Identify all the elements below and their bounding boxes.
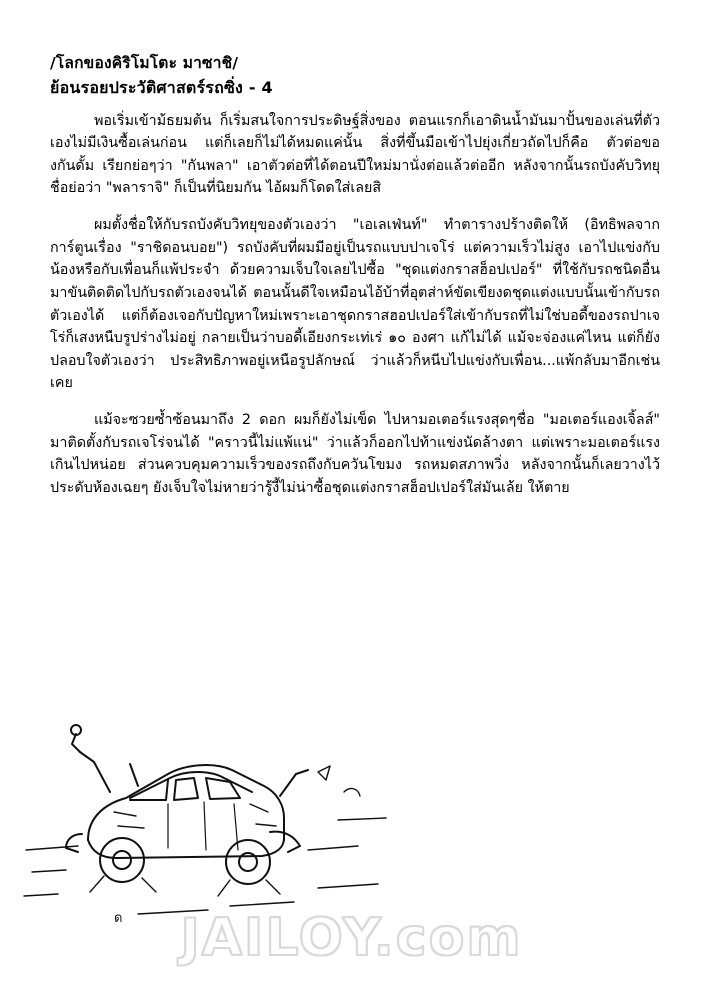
paragraph-text: ผมตั้งชื่อให้กับรถบังคับวิทยุของตัวเองว่า "เอเลเฟ่นท์" ทำตารางปร้างติดให้ (อิทธิพลจากการ์ตูนเรื่อง "ราชิดอนบอย") รถบังคับที่ผมมีอยู่เป็นรถแบบปาเจโร่ แต่ความเร็วไม่สูง เอาไปแข่งกับน้องหรือกับเพื่อนก็แพ้ประจำ ด้วยความเจ็บใจเลยไปซื้อ "ชุดแต่งกราสฮ็อปเปอร์" ที่ใช้กับรถชนิดอื่นมาขันติดติดไปกับรถตัวเองจนได้ ตอนนั้นดีใจเหมือนไอ้บ้าที่อุตส่าห์ขัดเขียงดชุดแต่งแบบนั้นเข้ากับรถตัวเองได้ แต่ก็ต้องเจอกับปัญหาใหม่เพราะเอาชุดกราสฮอปเปอร์ใส่เข้ากับรถที่ไม่ใช่บอดี้ของรถปาเจโร่ก็เสงหนืบรูปร่างไม่อยู่ กลายเป็นว่าบอดี้เอียงกระเท่เร่ ๑๐ องศา แก้ไม่ได้ แม้จะจ่องแค่ไหน แต่ก็ยังปลอบใจตัวเองว่า ประสิทธิภาพอยู่เหนือรูปลักษณ์ ว่าแล้วก็หนีบไปแข่งกับเพื่อน...แพ้กลับมาอีกเช่นเคย xyxy=(50,217,660,392)
paragraph-2 xyxy=(50,214,660,395)
document-heading-series: /โลกของคิริโมโตะ มาซาชิ/ xyxy=(50,54,239,72)
illustration-caption-text: ด xyxy=(114,911,123,926)
paragraph-3 xyxy=(50,409,660,499)
paragraph-text: พอเริ่มเข้าม้ธยมต้น ก็เริ่มสนใจการประดิษฐ์สิ่งของ ตอนแรกก็เอาดินน้ำมันมาปั้นของเล่นที่ตัวเองไม่มีเงินซื้อเล่นก่อน แต่ก็เลยก็ไม่ได้หมดแค่นั้น สิ่งที่ขึ้นมือเข้าไปยุ่งเกี่ยวถัดไปก็คือ ตัวต่อของกันดั้ม เรียกย่อๆว่า "กันพลา" เอาตัวต่อที่ได้ตอนปีใหม่มานั่งต่อแล้วต่ออีก หลังจากนั้นรถบังคับวิทยุ ชื่อย่อว่า "พลาราจิ" ก็เป็นที่นิยมกัน ไอ้ผมก็โดดใส่เลยสิ xyxy=(50,112,660,197)
paragraph-1 xyxy=(50,110,660,200)
car-illustration xyxy=(18,700,418,930)
document-heading-title: ย้อนรอยประวัติศาสตร์รถซิ่ง - 4 xyxy=(50,78,273,98)
paragraph-text: แม้จะซวยซ้ำซ้อนมาถึง 2 ดอก ผมก็ยังไม่เข็ด ไปหามอเตอร์แรงสุดๆชื่อ "มอเตอร์แองเจิ้ลส์" มาติดตั้งกับรถเจโร่จนได้ "คราวนี้ไม่แพ้แน่" ว่าแล้วก็ออกไปท้าแข่งนัดล้างตา แต่เพราะมอเตอร์แรงเกินไปหน่อย ส่วนควบคุมความเร็วของรถถึงกับควันโขมง รถหมดสภาพวิ่ง หลังจากนั้นก็เลยวางไว้ประดับห้องเฉยๆ ยังเจ็บใจไม่หายว่ารู้งี้ไม่น่าซื้อชุดแต่งกราสฮ็อปเปอร์ใส่มันเล้ย ให้ตาย xyxy=(50,412,660,496)
watermark: JAILOY.com xyxy=(180,908,523,968)
document-body xyxy=(50,52,660,514)
